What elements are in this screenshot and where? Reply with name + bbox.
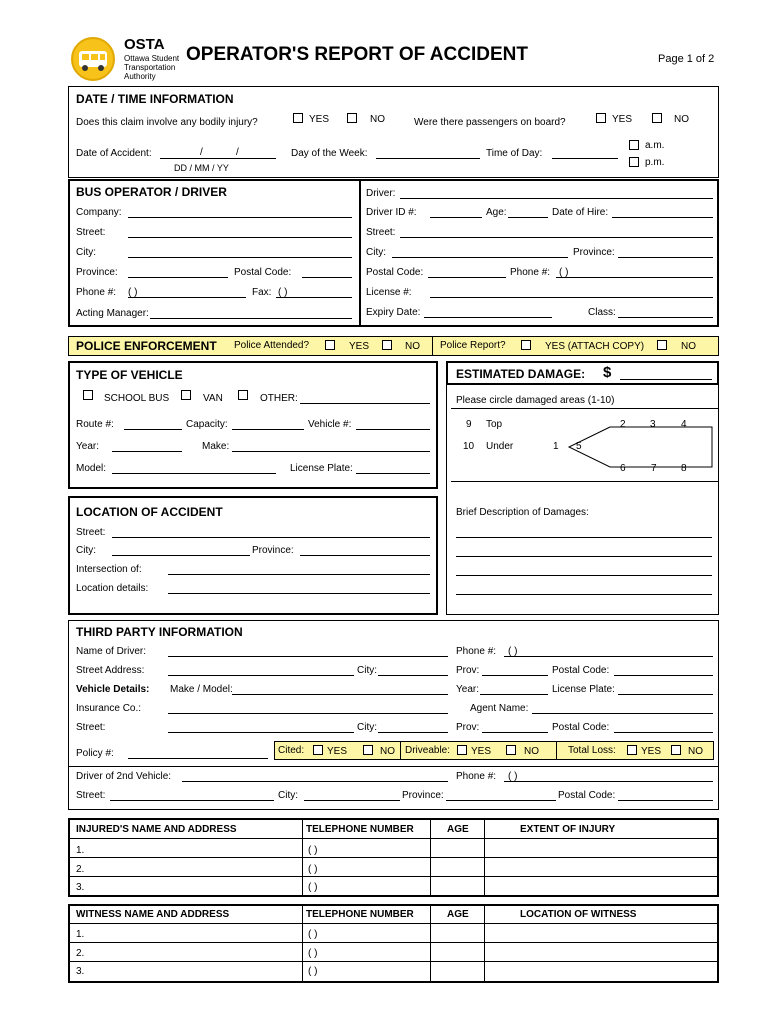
tp-phone-field[interactable]	[504, 656, 713, 657]
bodily-no-label: NO	[370, 114, 385, 125]
witness-phone-2[interactable]: ( )	[308, 948, 318, 959]
tp-address-label: Street Address:	[76, 665, 145, 676]
pm-label: p.m.	[645, 157, 665, 168]
witness-phone-3[interactable]: ( )	[308, 966, 318, 977]
op-province-field[interactable]	[128, 277, 228, 278]
circle-instruction: Please circle damaged areas (1-10)	[456, 395, 615, 406]
injured-header-line	[70, 838, 717, 839]
tp-insurance-field[interactable]	[168, 713, 448, 714]
injured-phone-3[interactable]: ( )	[308, 882, 318, 893]
injured-row-1[interactable]: 1.	[76, 845, 85, 856]
witness-phone-header: TELEPHONE NUMBER	[306, 909, 414, 920]
cited-no-label: NO	[380, 746, 395, 757]
passengers-no-checkbox[interactable]	[652, 113, 662, 123]
area-7[interactable]: 7	[651, 463, 657, 474]
driver2-street-label: Street:	[76, 790, 106, 801]
driver-street-label: Street:	[366, 227, 396, 238]
date-of-accident-field[interactable]	[160, 158, 276, 159]
tp-street-city-label: City:	[357, 722, 377, 733]
damage-heading: ESTIMATED DAMAGE:	[456, 367, 586, 381]
injured-name-header: INJURED'S NAME AND ADDRESS	[76, 824, 237, 835]
driver-postal-field[interactable]	[428, 277, 506, 278]
total-loss-yes-checkbox[interactable]	[627, 745, 637, 755]
date-of-accident-label: Date of Accident:	[76, 148, 152, 159]
police-report-yes-checkbox[interactable]	[521, 340, 531, 350]
tp-divider	[68, 766, 719, 767]
witness-location-header: LOCATION OF WITNESS	[520, 909, 637, 920]
police-report-no-checkbox[interactable]	[657, 340, 667, 350]
driver-city-field[interactable]	[392, 257, 568, 258]
vehicle-heading: TYPE OF VEHICLE	[76, 368, 183, 382]
other-vehicle-checkbox[interactable]	[238, 390, 248, 400]
license-label: License #:	[366, 287, 412, 298]
tp-prov2-field[interactable]	[482, 732, 548, 733]
injured-row-line-2	[70, 876, 717, 877]
total-loss-no-checkbox[interactable]	[671, 745, 681, 755]
area-2[interactable]: 2	[620, 419, 626, 430]
witness-row-3[interactable]: 3.	[76, 966, 85, 977]
tp-make-model-label: Make / Model:	[170, 684, 233, 695]
tp-year-label: Year:	[456, 684, 479, 695]
bodily-no-checkbox[interactable]	[347, 113, 357, 123]
op-phone-area: ( )	[128, 287, 138, 298]
tp-plate-label: License Plate:	[552, 684, 615, 695]
van-checkbox[interactable]	[181, 390, 191, 400]
area-4[interactable]: 4	[681, 419, 687, 430]
tp-phone-label: Phone #:	[456, 646, 497, 657]
tp-agent-field[interactable]	[532, 713, 713, 714]
tp-postal-field[interactable]	[614, 675, 713, 676]
tp-name-label: Name of Driver:	[76, 646, 147, 657]
area-9[interactable]: 9	[466, 419, 472, 430]
area-3[interactable]: 3	[650, 419, 656, 430]
intersection-label: Intersection of:	[76, 564, 142, 575]
day-of-week-label: Day of the Week:	[291, 148, 368, 159]
operator-section	[68, 179, 719, 327]
school-bus-label: SCHOOL BUS	[104, 393, 170, 404]
driveable-yes-checkbox[interactable]	[457, 745, 467, 755]
tp-city-field[interactable]	[378, 675, 448, 676]
driver-id-field[interactable]	[430, 217, 482, 218]
tp-name-field[interactable]	[168, 656, 448, 657]
tp-city-label: City:	[357, 665, 377, 676]
driver-province-field[interactable]	[618, 257, 713, 258]
area-10-label: Under	[486, 441, 514, 452]
operator-heading: BUS OPERATOR / DRIVER	[76, 185, 227, 199]
cited-label: Cited:	[278, 745, 305, 756]
company-label: Company:	[76, 207, 122, 218]
loc-street-field[interactable]	[112, 537, 430, 538]
driver2-city-label: City:	[278, 790, 298, 801]
bodily-injury-question: Does this claim involve any bodily injury?	[76, 117, 258, 128]
driver2-street-field[interactable]	[110, 800, 274, 801]
driver2-phone-area: ( )	[508, 771, 518, 782]
company-field[interactable]	[128, 217, 352, 218]
hire-date-field[interactable]	[612, 217, 713, 218]
route-label: Route #:	[76, 419, 114, 430]
pm-checkbox[interactable]	[629, 157, 639, 167]
witness-row-2[interactable]: 2.	[76, 948, 85, 959]
cited-yes-label: YES	[327, 746, 348, 757]
driver2-label: Driver of 2nd Vehicle:	[76, 771, 172, 782]
bodily-yes-checkbox[interactable]	[293, 113, 303, 123]
police-attended-no-checkbox[interactable]	[382, 340, 392, 350]
total-loss-no-label: NO	[688, 746, 703, 757]
damage-amount-field[interactable]	[620, 379, 712, 380]
op-fax-area: ( )	[278, 287, 288, 298]
driver-age-field[interactable]	[508, 217, 548, 218]
loc-city-field[interactable]	[112, 555, 250, 556]
status-divider-2	[556, 741, 557, 760]
vehicle-number-label: Vehicle #:	[308, 419, 352, 430]
total-loss-yes-label: YES	[641, 746, 662, 757]
tp-street-city-field[interactable]	[378, 732, 448, 733]
area-1[interactable]: 1	[553, 441, 559, 452]
driveable-no-checkbox[interactable]	[506, 745, 516, 755]
license-field[interactable]	[430, 297, 713, 298]
tp-vehicle-details-label: Vehicle Details:	[76, 684, 150, 695]
class-field[interactable]	[618, 317, 713, 318]
op-city-label: City:	[76, 247, 96, 258]
am-checkbox[interactable]	[629, 140, 639, 150]
location-details-field[interactable]	[168, 593, 430, 594]
police-report-label: Police Report?	[440, 340, 506, 351]
injured-phone-header: TELEPHONE NUMBER	[306, 824, 414, 835]
witness-row-line-1	[70, 942, 717, 943]
op-city-field[interactable]	[128, 257, 352, 258]
operator-divider	[359, 181, 361, 325]
driver-age-label: Age:	[486, 207, 507, 218]
injured-row-line-1	[70, 857, 717, 858]
model-field[interactable]	[112, 473, 276, 474]
tp-postal2-label: Postal Code:	[552, 722, 610, 733]
date-format-hint: DD / MM / YY	[174, 163, 229, 173]
op-phone-label: Phone #:	[76, 287, 117, 298]
driver-phone-area: ( )	[559, 267, 569, 278]
tp-prov-label: Prov:	[456, 665, 480, 676]
driver2-province-field[interactable]	[446, 800, 556, 801]
driveable-no-label: NO	[524, 746, 539, 757]
tp-prov2-label: Prov:	[456, 722, 480, 733]
passengers-question: Were there passengers on board?	[414, 117, 566, 128]
location-heading: LOCATION OF ACCIDENT	[76, 505, 223, 519]
tp-make-model-field[interactable]	[232, 694, 448, 695]
time-of-day-field[interactable]	[552, 158, 618, 159]
loc-street-label: Street:	[76, 527, 106, 538]
damage-dollar: $	[603, 364, 612, 381]
injured-extent-header: EXTENT OF INJURY	[520, 824, 616, 835]
witness-age-header: AGE	[447, 909, 469, 920]
third-party-heading: THIRD PARTY INFORMATION	[76, 625, 243, 639]
date-sep-1: /	[200, 147, 203, 158]
location-details-label: Location details:	[76, 583, 149, 594]
tp-year-field[interactable]	[480, 694, 548, 695]
driver2-phone-label: Phone #:	[456, 771, 497, 782]
driver-city-label: City:	[366, 247, 386, 258]
witness-row-1[interactable]: 1.	[76, 929, 85, 940]
area-6[interactable]: 6	[620, 463, 626, 474]
injured-row-3[interactable]: 3.	[76, 882, 85, 893]
driveable-label: Driveable:	[405, 745, 451, 756]
injured-row-2[interactable]: 2.	[76, 864, 85, 875]
area-9-label: Top	[486, 419, 503, 430]
op-postal-label: Postal Code:	[234, 267, 292, 278]
injured-age-header: AGE	[447, 824, 469, 835]
school-bus-checkbox[interactable]	[83, 390, 93, 400]
time-of-day-label: Time of Day:	[486, 148, 543, 159]
area-10[interactable]: 10	[463, 441, 475, 452]
description-line-2[interactable]	[456, 556, 712, 557]
police-divider	[432, 336, 433, 356]
bus-outline-diagram	[540, 415, 720, 475]
driveable-yes-label: YES	[471, 746, 492, 757]
expiry-label: Expiry Date:	[366, 307, 421, 318]
logo-line2: Transportation	[124, 63, 176, 72]
damage-divider	[451, 408, 719, 409]
area-8[interactable]: 8	[681, 463, 687, 474]
tp-plate-field[interactable]	[618, 694, 713, 695]
police-report-no-label: NO	[681, 341, 696, 352]
op-street-label: Street:	[76, 227, 106, 238]
passengers-yes-checkbox[interactable]	[596, 113, 606, 123]
page-title: OPERATOR'S REPORT OF ACCIDENT	[186, 44, 528, 65]
driver2-postal-field[interactable]	[618, 800, 713, 801]
driver2-city-field[interactable]	[304, 800, 400, 801]
driver2-field[interactable]	[182, 781, 448, 782]
status-divider-1	[400, 741, 401, 760]
driver-postal-label: Postal Code:	[366, 267, 424, 278]
driver2-phone-field[interactable]	[504, 781, 713, 782]
capacity-field[interactable]	[232, 429, 304, 430]
year-label: Year:	[76, 441, 99, 452]
area-5[interactable]: 5	[576, 441, 582, 452]
op-postal-field[interactable]	[302, 277, 352, 278]
acting-manager-label: Acting Manager:	[76, 308, 149, 319]
loc-city-label: City:	[76, 545, 96, 556]
op-fax-field[interactable]	[276, 297, 352, 298]
driver2-postal-label: Postal Code:	[558, 790, 616, 801]
cited-yes-checkbox[interactable]	[313, 745, 323, 755]
witness-header-line	[70, 923, 717, 924]
tp-postal-label: Postal Code:	[552, 665, 610, 676]
op-phone-field[interactable]	[128, 297, 246, 298]
passengers-no-label: NO	[674, 114, 689, 125]
datetime-heading: DATE / TIME INFORMATION	[76, 92, 234, 106]
school-bus-logo-icon	[70, 36, 116, 82]
tp-postal2-field[interactable]	[614, 732, 713, 733]
hire-date-label: Date of Hire:	[552, 207, 609, 218]
am-label: a.m.	[645, 140, 665, 151]
acting-manager-field[interactable]	[150, 318, 352, 319]
route-field[interactable]	[124, 429, 182, 430]
logo-line1: Ottawa Student	[124, 54, 180, 63]
other-vehicle-label: OTHER:	[260, 393, 298, 404]
total-loss-label: Total Loss:	[568, 745, 616, 756]
injured-phone-1[interactable]: ( )	[308, 845, 318, 856]
date-sep-2: /	[236, 147, 239, 158]
driver-street-field[interactable]	[400, 237, 713, 238]
police-heading: POLICE ENFORCEMENT	[76, 339, 217, 353]
logo	[70, 36, 188, 84]
witness-col-div-3	[484, 906, 485, 981]
driver-province-label: Province:	[573, 247, 615, 258]
tp-street-label: Street:	[76, 722, 106, 733]
witness-col-div-2	[430, 906, 431, 981]
witness-name-header: WITNESS NAME AND ADDRESS	[76, 909, 230, 920]
description-line-1[interactable]	[456, 537, 712, 538]
intersection-field[interactable]	[168, 574, 430, 575]
op-fax-label: Fax:	[252, 287, 272, 298]
police-report-yes-label: YES (ATTACH COPY)	[545, 341, 645, 352]
van-label: VAN	[203, 393, 223, 404]
driver-phone-field[interactable]	[556, 277, 713, 278]
loc-province-label: Province:	[252, 545, 294, 556]
year-field[interactable]	[112, 451, 182, 452]
damage-divider-2	[451, 481, 719, 482]
brief-description-label: Brief Description of Damages:	[456, 507, 589, 518]
expiry-field[interactable]	[424, 317, 552, 318]
police-attended-no-label: NO	[405, 341, 420, 352]
day-of-week-field[interactable]	[376, 158, 480, 159]
tp-agent-label: Agent Name:	[470, 703, 529, 714]
tp-address-field[interactable]	[168, 675, 354, 676]
witness-row-line-2	[70, 961, 717, 962]
driver-label: Driver:	[366, 188, 396, 199]
tp-insurance-label: Insurance Co.:	[76, 703, 142, 714]
make-label: Make:	[202, 441, 230, 452]
witness-col-div-1	[302, 906, 303, 981]
passengers-yes-label: YES	[612, 114, 633, 125]
driver-phone-label: Phone #:	[510, 267, 551, 278]
page-number: Page 1 of 2	[658, 53, 715, 65]
plate-label: License Plate:	[290, 463, 353, 474]
tp-street-field[interactable]	[168, 732, 354, 733]
logo-line3: Authority	[124, 72, 156, 81]
driver-id-label: Driver ID #:	[366, 207, 417, 218]
injured-phone-2[interactable]: ( )	[308, 864, 318, 875]
police-attended-label: Police Attended?	[234, 340, 310, 351]
driver-field[interactable]	[400, 198, 713, 199]
description-line-4[interactable]	[456, 594, 712, 595]
tp-prov-field[interactable]	[482, 675, 548, 676]
police-attended-yes-label: YES	[349, 341, 370, 352]
op-province-label: Province:	[76, 267, 118, 278]
logo-org: OSTA	[124, 36, 165, 53]
vehicle-number-field[interactable]	[356, 429, 430, 430]
make-field[interactable]	[232, 451, 430, 452]
cited-no-checkbox[interactable]	[363, 745, 373, 755]
description-line-3[interactable]	[456, 575, 712, 576]
model-label: Model:	[76, 463, 107, 474]
bodily-yes-label: YES	[309, 114, 330, 125]
witness-phone-1[interactable]: ( )	[308, 929, 318, 940]
op-street-field[interactable]	[128, 237, 352, 238]
tp-policy-label: Policy #:	[76, 748, 114, 759]
plate-field[interactable]	[356, 473, 430, 474]
tp-phone-area: ( )	[508, 646, 518, 657]
loc-province-field[interactable]	[300, 555, 430, 556]
driver2-province-label: Province:	[402, 790, 444, 801]
class-label: Class:	[588, 307, 616, 318]
police-attended-yes-checkbox[interactable]	[325, 340, 335, 350]
tp-policy-field[interactable]	[128, 758, 268, 759]
other-vehicle-field[interactable]	[300, 403, 430, 404]
capacity-label: Capacity:	[186, 419, 228, 430]
